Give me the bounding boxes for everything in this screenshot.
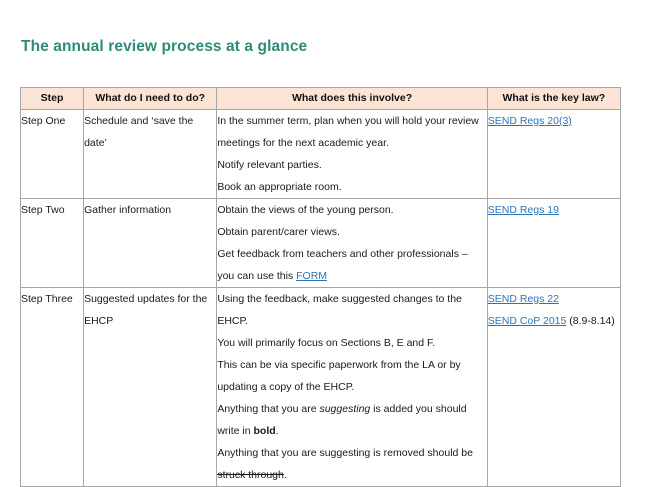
involve-text: In the summer term, plan when you will hold your review meetings for the next academic year. — [217, 115, 479, 149]
table-row — [21, 110, 621, 199]
involve-text-prefix: Get feedback from teachers and other professionals – you can use this — [217, 248, 468, 282]
cell-need — [84, 199, 217, 288]
emphasis-strikethrough: struck through — [217, 469, 284, 481]
column-header-law: What is the key law? — [487, 88, 620, 110]
step-label: Step One — [21, 115, 66, 127]
involve-text: Using the feedback, make suggested changes to the EHCP. — [217, 293, 462, 327]
need-text: Suggested updates for the EHCP — [84, 293, 208, 327]
cell-need — [84, 288, 217, 487]
involve-text-with-link — [217, 243, 486, 287]
law-entry — [488, 288, 620, 310]
involve-text-suffix: . — [275, 425, 279, 437]
cell-involve — [217, 110, 487, 199]
column-header-step: Step — [21, 88, 84, 110]
law-link[interactable]: SEND Regs 20(3) — [487, 115, 572, 127]
review-table-container — [20, 87, 621, 487]
table-header — [21, 88, 621, 110]
involve-text-prefix: Anything that you are — [217, 403, 320, 415]
involve-text: You will primarily focus on Sections B, E and F. — [217, 337, 436, 349]
involve-text-prefix: Anything that you are suggesting is removed should be — [217, 447, 473, 459]
law-reference-suffix: (8.9-8.14) — [566, 315, 615, 327]
involve-text: Notify relevant parties. — [217, 159, 322, 171]
page-title: The annual review process at a glance — [21, 38, 308, 55]
cell-step — [21, 110, 84, 199]
column-header-involve: What does this involve? — [217, 88, 487, 110]
cell-involve — [217, 199, 487, 288]
involve-text: Book an appropriate room. — [217, 181, 342, 193]
involve-text-suffix: . — [283, 469, 287, 481]
annual-review-table — [20, 87, 621, 487]
cell-step — [21, 199, 84, 288]
emphasis-bold: bold — [253, 425, 276, 437]
table-row — [21, 199, 621, 288]
step-label: Step Two — [21, 204, 65, 216]
table-row — [21, 288, 621, 487]
cell-law — [487, 110, 620, 199]
involve-text: Obtain parent/carer views. — [217, 226, 340, 238]
law-link[interactable]: SEND CoP 2015 — [487, 315, 567, 327]
law-entry — [488, 310, 620, 332]
involve-text: Obtain the views of the young person. — [217, 204, 394, 216]
emphasis-italic: suggesting — [319, 403, 371, 415]
involve-text: This can be via specific paperwork from the LA or by updating a copy of the EHCP. — [217, 359, 461, 393]
column-header-need: What do I need to do? — [84, 88, 217, 110]
cell-involve — [217, 288, 487, 487]
involve-text-middle: is added you should write in — [217, 403, 467, 437]
cell-law — [487, 288, 620, 487]
cell-step — [21, 288, 84, 487]
law-link[interactable]: SEND Regs 19 — [487, 204, 559, 216]
table-body — [21, 110, 621, 487]
involve-text-with-strike — [217, 442, 486, 486]
law-link[interactable]: SEND Regs 22 — [487, 293, 559, 305]
need-text: Gather information — [84, 204, 172, 216]
involve-text-with-emphasis — [217, 398, 486, 442]
step-label: Step Three — [21, 293, 73, 305]
cell-need — [84, 110, 217, 199]
need-text: Schedule and ‘save the date’ — [84, 115, 194, 149]
form-link[interactable]: FORM — [296, 270, 328, 282]
law-entry — [488, 110, 620, 132]
table-header-row — [21, 88, 621, 110]
cell-law — [487, 199, 620, 288]
law-entry — [488, 199, 620, 221]
